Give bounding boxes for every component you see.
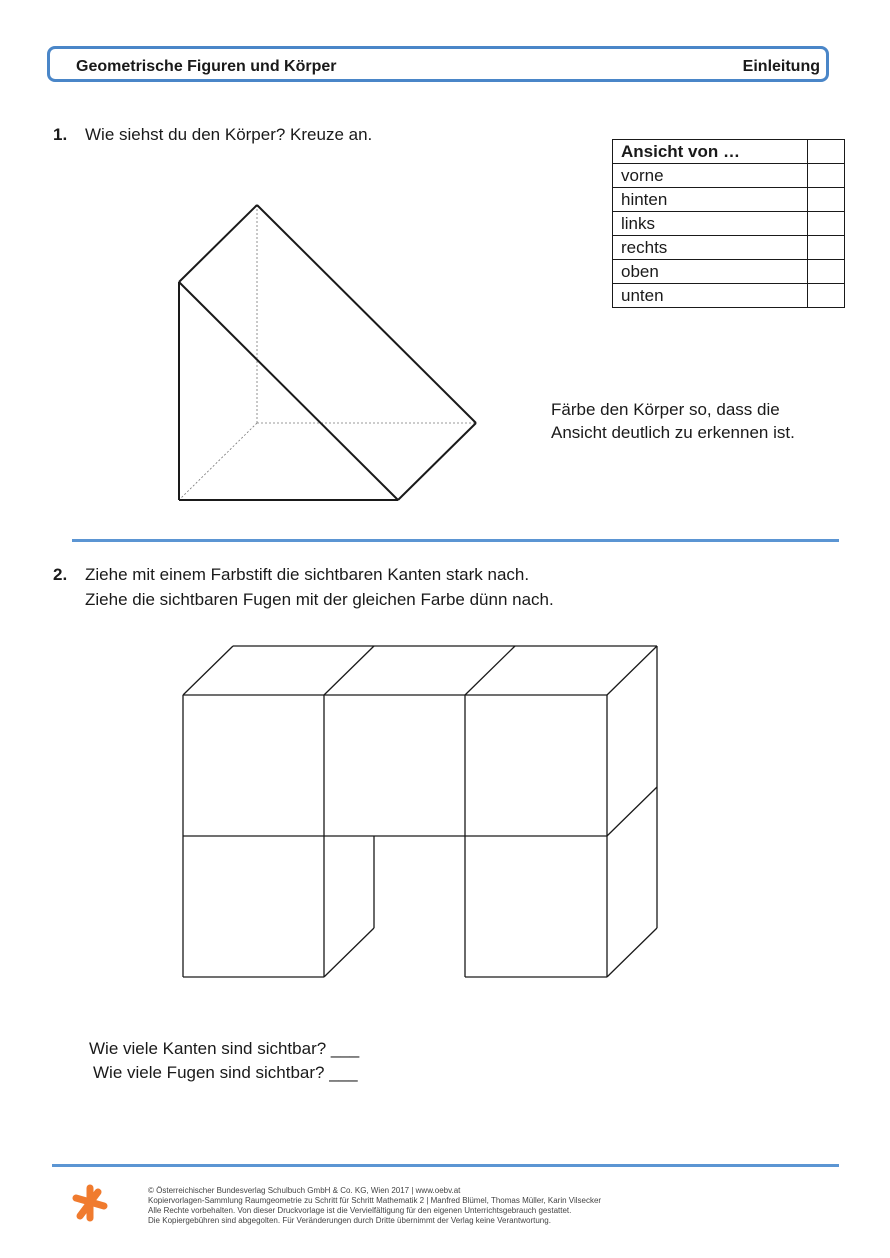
question-joints[interactable]: Wie viele Fugen sind sichtbar? ___ <box>93 1063 358 1082</box>
footer-line: Alle Rechte vorbehalten. Von dieser Druckvorlage ist die Vervielfältigung für den eigenen Unterrichtsgebrauch gestattet. <box>148 1206 572 1215</box>
cube-arch-drawing[interactable] <box>183 646 657 977</box>
footer-divider <box>52 1164 839 1167</box>
coloring-note-line1: Färbe den Körper so, dass die <box>551 400 780 419</box>
task1-instruction: Wie siehst du den Körper? Kreuze an. <box>85 125 373 144</box>
question-edges[interactable]: Wie viele Kanten sind sichtbar? ___ <box>89 1039 360 1058</box>
view-option-label: links <box>613 212 808 236</box>
task2-instruction-line1: Ziehe mit einem Farbstift die sichtbaren Kanten stark nach. <box>85 565 530 584</box>
task1-number: 1. <box>53 125 68 144</box>
view-option-label: vorne <box>613 164 808 188</box>
view-option-label: oben <box>613 260 808 284</box>
page-title: Geometrische Figuren und Körper <box>76 58 337 75</box>
footer-line: © Österreichischer Bundesverlag Schulbuch GmbH & Co. KG, Wien 2017 | www.oebv.at <box>148 1186 461 1195</box>
task2-instruction <box>85 562 554 612</box>
footer-line: Die Kopiergebühren sind abgegolten. Für Veränderungen durch Dritte übernimmt der Verlag keine Verantwortung. <box>148 1216 551 1225</box>
view-option-label: unten <box>613 284 808 308</box>
coloring-note-line2: Ansicht deutlich zu erkennen ist. <box>551 423 795 442</box>
section-divider <box>72 539 839 542</box>
section-label: Einleitung <box>742 58 820 75</box>
triangular-prism-drawing[interactable] <box>179 205 476 500</box>
publisher-logo <box>76 1188 104 1218</box>
view-table-header: Ansicht von … <box>613 140 808 164</box>
footer-line: Kopiervorlagen-Sammlung Raumgeometrie zu Schritt für Schritt Mathematik 2 | Manfred Blümel, Thomas Müller, Karin Vilsecker <box>148 1196 602 1205</box>
task2-number: 2. <box>53 565 68 584</box>
view-option-label: hinten <box>613 188 808 212</box>
view-option-label: rechts <box>613 236 808 260</box>
footer-copyright <box>148 1186 601 1226</box>
task2-instruction-line2: Ziehe die sichtbaren Fugen mit der gleichen Farbe dünn nach. <box>85 590 554 609</box>
